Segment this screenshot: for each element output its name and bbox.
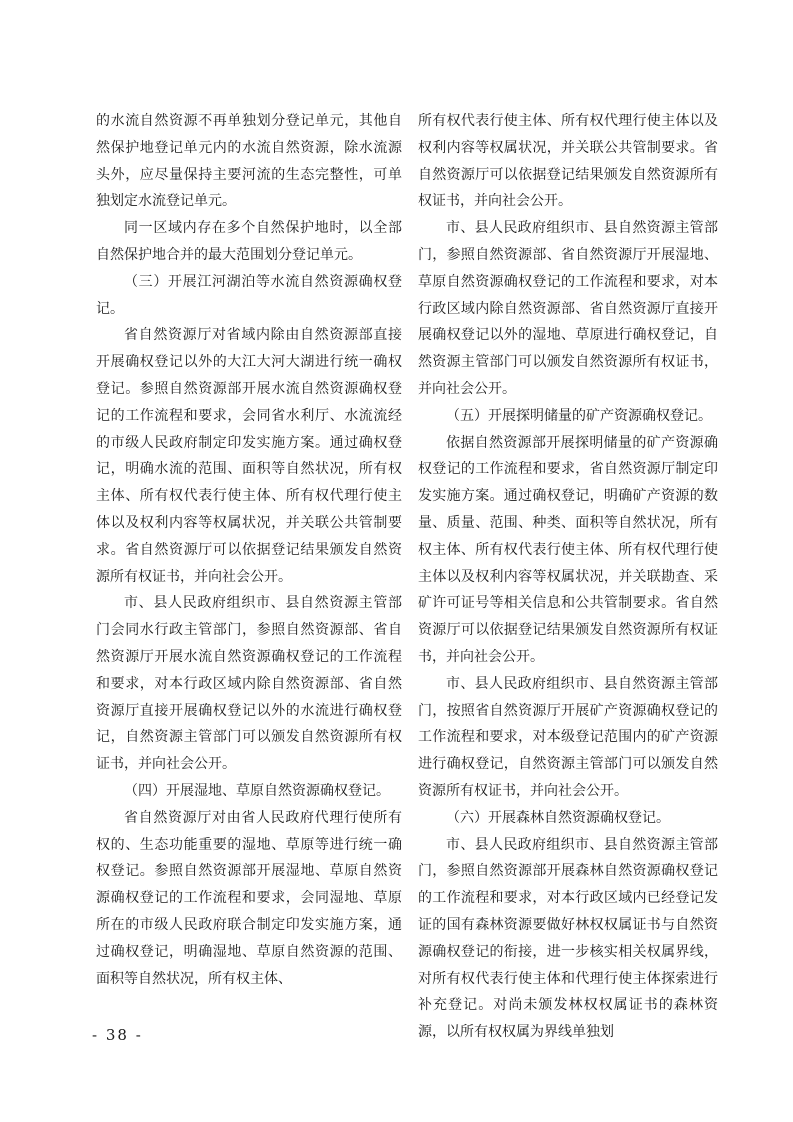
left-column xyxy=(96,108,402,992)
paragraph: 市、县人民政府组织市、县自然资源主管部门，参照自然资源部、省自然资源厅开展湿地、草原自然资源确权登记的工作流程和要求，对本行政区域内除自然资源部、省自然资源厅直接开展确权登记以外的湿地、草原进行确权登记，自然资源主管部门可以颁发自然资源所有权证书，并向社会公开。 xyxy=(418,220,718,397)
section-heading-6: （六）开展森林自然资源确权登记。 xyxy=(446,809,670,826)
paragraph: 同一区域内存在多个自然保护地时，以全部自然保护地合并的最大范围划分登记单元。 xyxy=(96,220,402,263)
section-heading-4: （四）开展湿地、草原自然资源确权登记。 xyxy=(124,782,390,799)
paragraph: 依据自然资源部开展探明储量的矿产资源确权登记的工作流程和要求，省自然资源厅制定印发实施方案。通过确权登记，明确矿产资源的数量、质量、范围、种类、面积等自然状况，所有权主体、所有权代表行使主体、所有权代理行使主体以及权利内容等权属状况，并关联勘查、采矿许可证号等相关信息和公共管制要求。省自然资源厅可以依据登记结果颁发自然资源所有权证书，并向社会公开。 xyxy=(418,434,718,665)
paragraph: 市、县人民政府组织市、县自然资源主管部门会同水行政主管部门，参照自然资源部、省自然资源厅开展水流自然资源确权登记的工作流程和要求，对本行政区域内除自然资源部、省自然资源厅直接开展确权登记以外的水流进行确权登记，自然资源主管部门可以颁发自然资源所有权证书，并向社会公开。 xyxy=(96,595,402,773)
paragraph-continuation: 的水流自然资源不再单独划分登记单元，其他自然保护地登记单元内的水流自然资源，除水流源头外，应尽量保持主要河流的生态完整性，可单独划定水流登记单元。 xyxy=(96,113,402,210)
paragraph: 市、县人民政府组织市、县自然资源主管部门，按照省自然资源厅开展矿产资源确权登记的工作流程和要求，对本级登记范围内的矿产资源进行确权登记，自然资源主管部门可以颁发自然资源所有权证书，并向社会公开。 xyxy=(418,675,718,799)
page-number: - 38 - xyxy=(92,1026,143,1044)
right-column xyxy=(418,108,718,1046)
paragraph: 省自然资源厅对由省人民政府代理行使所有权的、生态功能重要的湿地、草原等进行统一确权登记。参照自然资源部开展湿地、草原自然资源确权登记的工作流程和要求，会同湿地、草原所在的市级人民政府联合制定印发实施方案，通过确权登记，明确湿地、草原自然资源的范围、面积等自然状况，所有权主体、 xyxy=(96,809,402,987)
paragraph: 省自然资源厅对省域内除由自然资源部直接开展确权登记以外的大江大河大湖进行统一确权登记。参照自然资源部开展水流自然资源确权登记的工作流程和要求，会同省水利厅、水流流经的市级人民政府制定印发实施方案。通过确权登记，明确水流的范围、面积等自然状况，所有权主体、所有权代表行使主体、所有权代理行使主体以及权利内容等权属状况，并关联公共管制要求。省自然资源厅可以依据登记结果颁发自然资源所有权证书，并向社会公开。 xyxy=(96,327,402,585)
section-heading-3: （三）开展江河湖泊等水流自然资源确权登记。 xyxy=(96,273,402,317)
section-heading-5: （五）开展探明储量的矿产资源确权登记。 xyxy=(446,407,712,424)
paragraph: 市、县人民政府组织市、县自然资源主管部门，参照自然资源部开展森林自然资源确权登记的工作流程和要求，对本行政区域内已经登记发证的国有森林资源要做好林权权属证书与自然资源确权登记的衔接，进一步核实相关权属界线，对所有权代表行使主体和代理行使主体探索进行补充登记。对尚未颁发林权权属证书的森林资源，以所有权权属为界线单独划 xyxy=(418,836,718,1041)
paragraph-continuation: 所有权代表行使主体、所有权代理行使主体以及权利内容等权属状况，并关联公共管制要求。省自然资源厅可以依据登记结果颁发自然资源所有权证书，并向社会公开。 xyxy=(418,113,718,210)
